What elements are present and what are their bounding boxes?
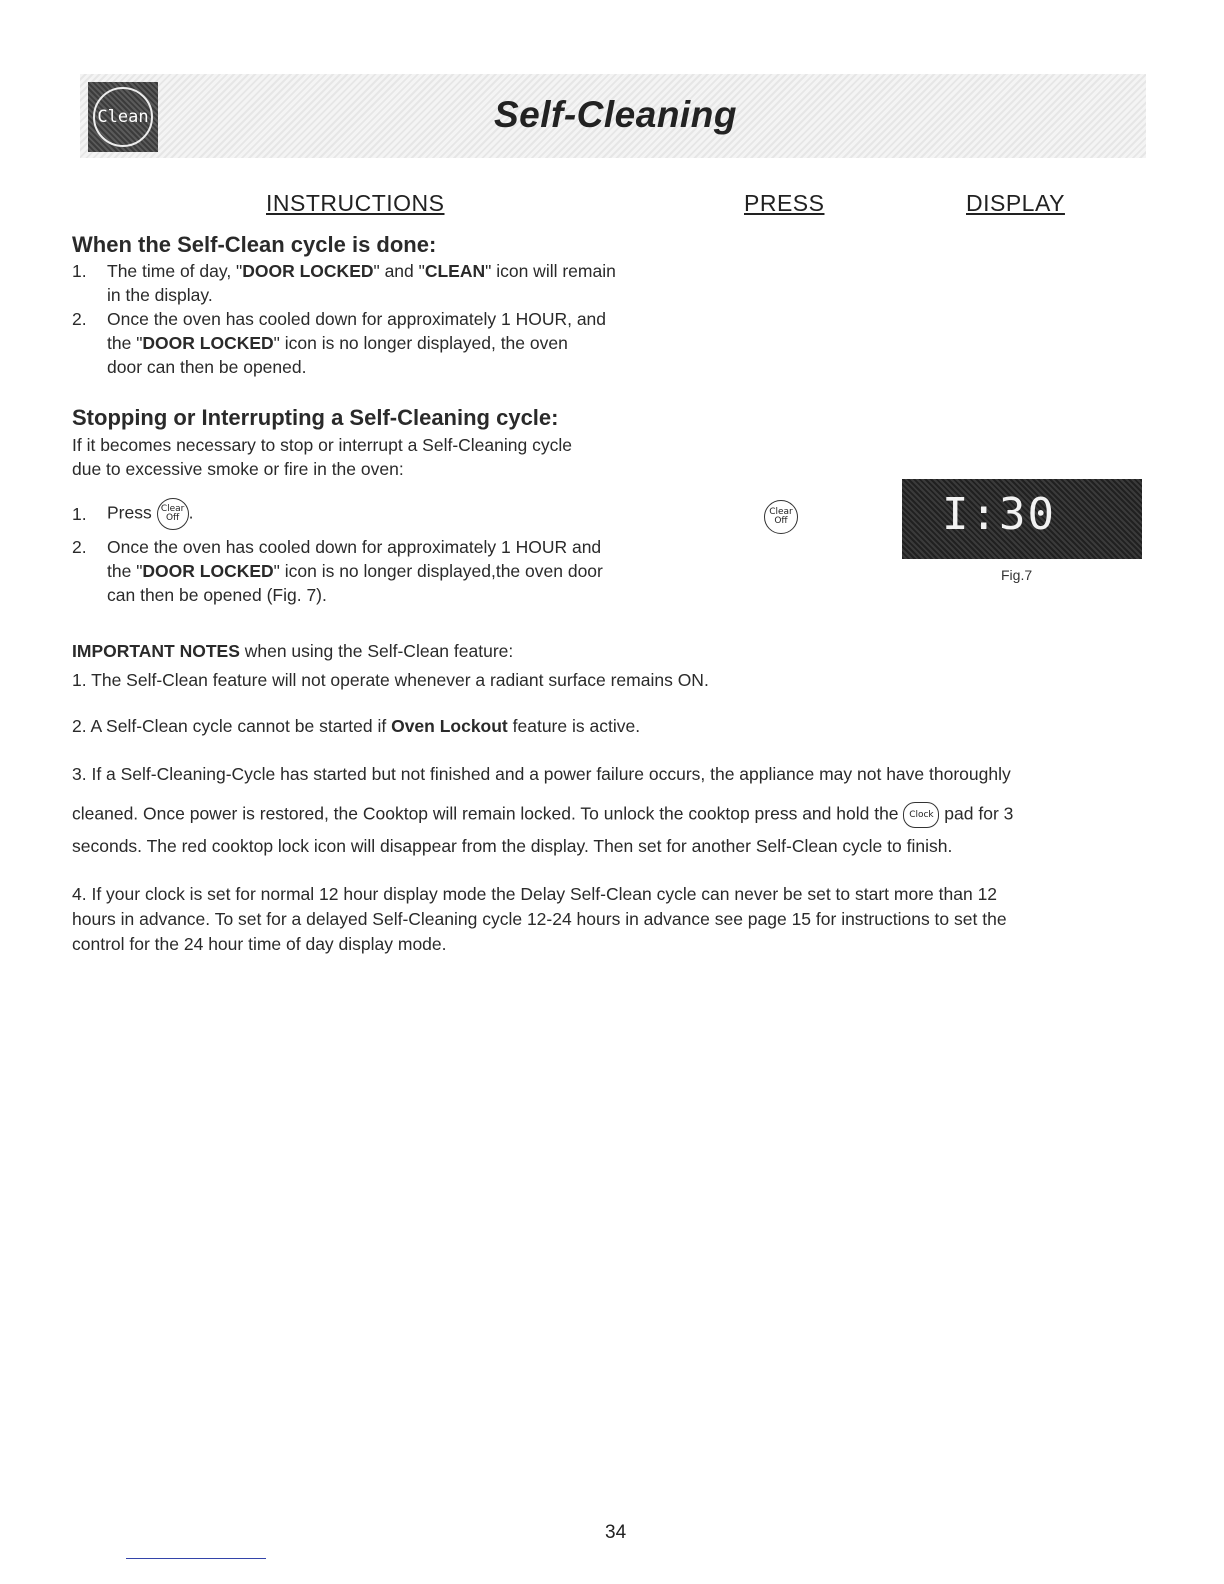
intro-line: due to excessive smoke or fire in the oven: xyxy=(72,459,404,479)
clock-pad-label: Clock xyxy=(909,809,934,820)
text-run: when using the Self-Clean feature: xyxy=(239,641,514,661)
pad-label-bottom: Off xyxy=(165,513,180,523)
list-item-text xyxy=(107,535,603,607)
list-item-line xyxy=(107,559,603,583)
list-item-line: can then be opened (Fig. 7). xyxy=(107,585,327,605)
text-run: feature is active. xyxy=(507,716,641,736)
bold-text: DOOR LOCKED xyxy=(242,261,374,281)
clear-off-pad-icon xyxy=(764,500,798,534)
text-run: Press xyxy=(107,502,152,523)
bottom-divider xyxy=(126,1558,266,1559)
clear-off-pad-icon xyxy=(157,498,189,530)
list-number: 1. xyxy=(72,261,87,281)
list-number: 1. xyxy=(72,504,87,524)
pad-label xyxy=(161,505,185,523)
bold-text: DOOR LOCKED xyxy=(142,333,274,353)
clean-badge-label: Clean xyxy=(93,87,153,147)
note-line: 4. If your clock is set for normal 12 hour display mode the Delay Self-Clean cycle can never be set to start more than 12 xyxy=(72,884,998,904)
clock-pad-icon xyxy=(903,802,939,828)
column-header-instructions: INSTRUCTIONS xyxy=(266,190,445,216)
display-readout: I:30 xyxy=(942,489,1056,540)
text-run: " icon will remain xyxy=(485,261,616,281)
list-item-line xyxy=(107,259,616,283)
oven-display-panel xyxy=(902,479,1142,559)
note-3-line-3: seconds. The red cooktop lock icon will disappear from the display. Then set for another Self-Clean cycle to finish. xyxy=(72,836,953,856)
page-title: Self-Cleaning xyxy=(494,94,737,135)
list-number: 2. xyxy=(72,309,87,329)
text-run: the " xyxy=(107,333,143,353)
pad-label-top: Clear xyxy=(160,504,185,514)
notes-heading xyxy=(72,641,513,662)
note-3-line-1: 3. If a Self-Cleaning-Cycle has started but not finished and a power failure occurs, the appliance may not have thoroughly xyxy=(72,764,1011,784)
column-header-display: DISPLAY xyxy=(966,190,1065,216)
pad-label-bottom: Off xyxy=(774,516,788,526)
text-run: cleaned. Once power is restored, the Cooktop will remain locked. To unlock the cooktop press and hold the xyxy=(72,803,899,824)
note-3-line-2 xyxy=(72,802,1013,828)
note-line: control for the 24 hour time of day display mode. xyxy=(72,934,447,954)
bold-text: Oven Lockout xyxy=(391,716,508,736)
list-item-text xyxy=(107,307,606,379)
note-1: 1. The Self-Clean feature will not operate whenever a radiant surface remains ON. xyxy=(72,670,709,690)
clean-badge-icon xyxy=(88,82,158,152)
text-run: " icon is no longer displayed, the oven xyxy=(273,333,568,353)
text-run: pad for 3 xyxy=(944,803,1014,824)
header-banner xyxy=(80,74,1146,158)
pad-label-top: Clear xyxy=(769,507,793,517)
text-run: The time of day, " xyxy=(107,261,243,281)
intro-line: If it becomes necessary to stop or interrupt a Self-Cleaning cycle xyxy=(72,435,572,455)
bold-text: CLEAN xyxy=(424,261,486,281)
note-2 xyxy=(72,716,640,737)
page-number: 34 xyxy=(605,1522,627,1543)
section-heading-cycle-done: When the Self-Clean cycle is done: xyxy=(72,232,437,257)
column-header-press: PRESS xyxy=(744,190,825,216)
text-run: the " xyxy=(107,561,143,581)
list-item-line: door can then be opened. xyxy=(107,357,307,377)
list-item-line: Once the oven has cooled down for approximately 1 HOUR, and xyxy=(107,309,607,329)
text-run: " and " xyxy=(373,261,425,281)
section-heading-stopping: Stopping or Interrupting a Self-Cleaning cycle: xyxy=(72,405,559,430)
bold-text: DOOR LOCKED xyxy=(142,561,274,581)
text-run: . xyxy=(188,502,194,523)
section-intro xyxy=(72,433,572,481)
list-item-line xyxy=(107,331,606,355)
list-item-line: Once the oven has cooled down for approximately 1 HOUR and xyxy=(107,537,602,557)
list-item-line: in the display. xyxy=(107,285,213,305)
press-column-pad xyxy=(764,500,798,534)
text-run: 2. A Self-Clean cycle cannot be started if xyxy=(72,716,392,736)
figure-caption: Fig.7 xyxy=(1001,567,1033,583)
list-item-text xyxy=(107,498,193,530)
text-run: " icon is no longer displayed,the oven door xyxy=(273,561,603,581)
pad-label xyxy=(769,508,793,526)
list-item-text xyxy=(107,259,616,307)
note-line: hours in advance. To set for a delayed Self-Cleaning cycle 12-24 hours in advance see page 15 for instructions to set the xyxy=(72,909,1007,929)
note-4 xyxy=(72,882,1007,957)
list-number: 2. xyxy=(72,537,87,557)
bold-text: IMPORTANT NOTES xyxy=(72,641,240,661)
